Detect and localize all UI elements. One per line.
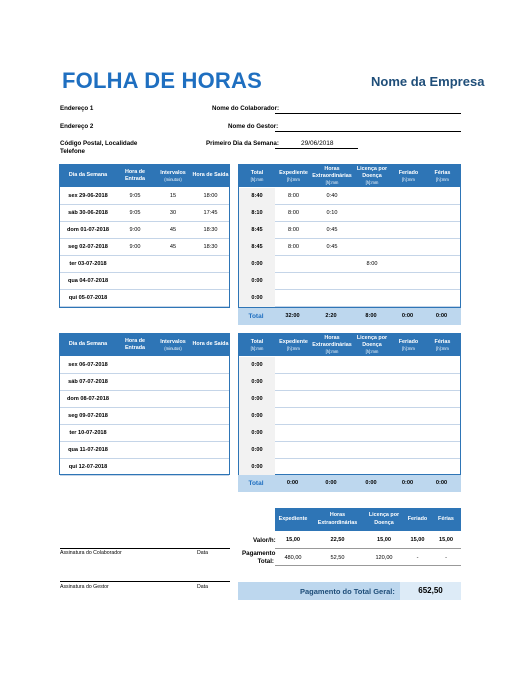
address-1[interactable]: Endereço 1 xyxy=(60,105,94,112)
first-day-label: Primeiro Dia da Semana: xyxy=(206,140,279,147)
totals-value: 0:00 xyxy=(325,480,337,486)
totals-value: 8:00 xyxy=(365,313,377,319)
rate-value[interactable]: 22,50 xyxy=(311,532,364,549)
table-row xyxy=(60,205,229,222)
hours-cell[interactable] xyxy=(312,357,352,374)
hours-cell[interactable] xyxy=(352,357,392,374)
entry-cell[interactable]: 15 xyxy=(169,193,177,199)
day-cell: qui 12-07-2018 xyxy=(68,464,108,470)
entry-cell[interactable] xyxy=(192,459,229,476)
hours-cell[interactable] xyxy=(312,391,352,408)
hours-cell[interactable]: 0:45 xyxy=(326,227,338,233)
day-cell: qua 11-07-2018 xyxy=(68,447,108,453)
entry-cell[interactable]: 45 xyxy=(169,244,177,250)
column-label: Hora de Saída xyxy=(192,172,229,179)
hours-cell[interactable] xyxy=(425,357,460,374)
table-row xyxy=(239,256,460,273)
column-label: Dia da Semana xyxy=(68,172,108,179)
hours-cell[interactable] xyxy=(425,442,460,459)
totals-value: 0:00 xyxy=(286,480,299,486)
employee-signature-line[interactable] xyxy=(60,548,230,549)
totals-value: 0:00 xyxy=(435,480,448,486)
totals-label: Total xyxy=(248,313,264,320)
employee-date-label: Data xyxy=(197,550,208,556)
entry-cell[interactable] xyxy=(192,273,229,290)
day-cell: dom 01-07-2018 xyxy=(67,227,109,233)
hours-cell[interactable]: 0:45 xyxy=(326,244,338,250)
day-cell: qui 05-07-2018 xyxy=(68,295,108,301)
column-unit: [h]:mm xyxy=(436,176,449,182)
column-label: Total xyxy=(250,338,264,345)
hours-cell[interactable] xyxy=(312,256,352,273)
table-header xyxy=(60,165,229,187)
rate-value[interactable]: 15,00 xyxy=(275,532,311,549)
entry-cell[interactable] xyxy=(154,459,192,476)
column-label: Hora de Entrada xyxy=(124,337,146,351)
column-label: Feriado xyxy=(398,169,419,176)
table-row xyxy=(239,357,460,374)
hours-cell[interactable] xyxy=(275,459,312,476)
column-header xyxy=(312,165,352,187)
column-label: Expediente xyxy=(279,338,308,345)
entry-cell[interactable] xyxy=(154,425,192,442)
table-row xyxy=(60,239,229,256)
payment-column-header: Feriado xyxy=(407,515,428,522)
hours-cell[interactable] xyxy=(392,222,425,239)
entry-cell[interactable] xyxy=(192,391,229,408)
hours-cell[interactable] xyxy=(312,459,352,476)
hours-cell[interactable] xyxy=(352,239,392,256)
day-cell: seg 09-07-2018 xyxy=(68,413,108,419)
hours-cell[interactable]: 8:00 xyxy=(288,244,299,250)
hours-cell[interactable]: 8:00 xyxy=(366,261,378,267)
day-cell: sáb 07-07-2018 xyxy=(68,379,108,385)
hours-cell[interactable] xyxy=(275,256,312,273)
first-day-value[interactable]: 29/06/2018 xyxy=(301,140,334,147)
column-label: Horas Extraordinárias xyxy=(312,165,352,180)
hours-cell[interactable] xyxy=(352,391,392,408)
hours-cell[interactable] xyxy=(425,256,460,273)
day-cell: qua 04-07-2018 xyxy=(67,278,109,284)
column-header xyxy=(239,165,275,187)
totals-value: 2:20 xyxy=(325,313,337,319)
entry-cell[interactable]: 9:00 xyxy=(129,227,141,233)
entry-cell[interactable] xyxy=(116,290,154,307)
entry-cell[interactable] xyxy=(116,256,154,273)
hours-cell[interactable] xyxy=(312,442,352,459)
column-header xyxy=(192,334,229,356)
entry-cell[interactable]: 18:00 xyxy=(203,193,218,199)
column-header xyxy=(154,334,192,356)
entry-cell[interactable]: 30 xyxy=(169,210,177,216)
hours-cell[interactable] xyxy=(352,408,392,425)
hours-cell[interactable] xyxy=(275,374,312,391)
day-cell: dom 08-07-2018 xyxy=(67,396,109,402)
totals-value: 32:00 xyxy=(285,313,300,319)
pay-value: - xyxy=(404,550,431,566)
column-unit: [h]:mm xyxy=(287,176,300,182)
hours-cell[interactable] xyxy=(425,391,460,408)
column-unit: [h]:mm xyxy=(325,349,339,355)
table-row xyxy=(60,188,229,205)
entry-cell[interactable] xyxy=(116,357,154,374)
table-row xyxy=(60,459,229,476)
hours-cell[interactable] xyxy=(392,459,425,476)
column-unit: [h]:mm xyxy=(287,345,300,351)
hours-cell[interactable] xyxy=(392,442,425,459)
entry-cell[interactable] xyxy=(116,273,154,290)
hours-cell[interactable] xyxy=(275,273,312,290)
column-header xyxy=(275,334,312,356)
totals-value: 0:00 xyxy=(365,480,377,486)
table-row xyxy=(60,256,229,273)
hours-cell[interactable] xyxy=(392,256,425,273)
entry-cell[interactable] xyxy=(154,273,192,290)
table-row xyxy=(60,290,229,307)
column-label: Hora de Saída xyxy=(192,341,229,348)
entry-cell[interactable] xyxy=(192,357,229,374)
column-label: Horas Extraordinárias xyxy=(312,334,352,349)
week2-hours-table xyxy=(238,333,461,475)
table-row xyxy=(239,222,460,239)
table-header xyxy=(60,334,229,356)
table-row xyxy=(239,442,460,459)
first-day-field[interactable] xyxy=(275,148,358,149)
table-row xyxy=(239,408,460,425)
hours-cell[interactable] xyxy=(425,188,460,205)
day-cell: sáb 30-06-2018 xyxy=(68,210,108,216)
column-header xyxy=(352,334,392,356)
entry-cell[interactable]: 18:30 xyxy=(203,244,218,250)
hours-cell[interactable]: 8:00 xyxy=(288,227,299,233)
week1-hours-table xyxy=(238,164,461,308)
company-name[interactable]: Nome da Empresa xyxy=(371,74,485,89)
entry-cell[interactable]: 18:30 xyxy=(203,227,218,233)
day-cell: ter 10-07-2018 xyxy=(69,430,107,436)
table-row xyxy=(60,357,229,374)
hours-cell[interactable] xyxy=(352,188,392,205)
manager-name-field[interactable] xyxy=(275,131,461,132)
week2-totals-row xyxy=(238,475,461,492)
hours-cell[interactable] xyxy=(392,188,425,205)
pay-value: 480,00 xyxy=(275,550,311,566)
hours-cell[interactable] xyxy=(312,273,352,290)
hours-cell[interactable] xyxy=(425,425,460,442)
week1-totals-row xyxy=(238,308,461,325)
day-cell: ter 03-07-2018 xyxy=(69,261,107,267)
entry-cell[interactable] xyxy=(116,442,154,459)
column-header xyxy=(239,334,275,356)
column-label: Hora de Entrada xyxy=(124,168,146,182)
table-row xyxy=(239,391,460,408)
total-cell: 8:40 xyxy=(239,188,275,205)
entry-cell[interactable] xyxy=(154,256,192,273)
hours-cell[interactable] xyxy=(312,408,352,425)
table-row xyxy=(60,391,229,408)
hours-cell[interactable] xyxy=(312,374,352,391)
hours-cell[interactable] xyxy=(352,273,392,290)
week2-entry-table xyxy=(59,333,230,475)
column-label: Férias xyxy=(434,338,451,345)
hours-cell[interactable] xyxy=(275,290,312,307)
address-2[interactable]: Endereço 2 xyxy=(60,123,94,130)
column-label: Intervalos xyxy=(160,338,186,345)
hours-cell[interactable] xyxy=(392,239,425,256)
hours-cell[interactable] xyxy=(275,391,312,408)
hours-cell[interactable] xyxy=(352,374,392,391)
table-row xyxy=(239,188,460,205)
column-header xyxy=(425,334,460,356)
total-cell: 0:00 xyxy=(239,391,275,408)
total-cell: 0:00 xyxy=(239,408,275,425)
entry-cell[interactable] xyxy=(116,374,154,391)
entry-cell[interactable] xyxy=(154,357,192,374)
entry-cell[interactable] xyxy=(154,408,192,425)
table-row xyxy=(60,408,229,425)
hours-cell[interactable] xyxy=(392,374,425,391)
entry-cell[interactable]: 9:00 xyxy=(129,244,141,250)
entry-cell[interactable]: 45 xyxy=(169,227,177,233)
entry-cell[interactable] xyxy=(154,374,192,391)
table-row xyxy=(60,442,229,459)
rate-value[interactable]: 15,00 xyxy=(404,532,431,549)
column-unit: (minutos) xyxy=(164,345,182,351)
entry-cell[interactable] xyxy=(192,425,229,442)
column-header xyxy=(116,334,154,356)
hours-cell[interactable] xyxy=(392,290,425,307)
column-unit: [h]:mm xyxy=(402,345,415,351)
entry-cell[interactable] xyxy=(154,290,192,307)
column-header xyxy=(392,165,425,187)
phone[interactable]: Telefone xyxy=(60,148,85,155)
table-row xyxy=(60,222,229,239)
hours-cell[interactable] xyxy=(425,408,460,425)
table-row xyxy=(239,374,460,391)
entry-cell[interactable]: 9:05 xyxy=(129,210,141,216)
rate-label: Valor/h: xyxy=(253,537,276,544)
totals-value: 0:00 xyxy=(401,480,414,486)
total-cell: 8:10 xyxy=(239,205,275,222)
rate-value[interactable]: 15,00 xyxy=(431,532,461,549)
page-title: FOLHA DE HORAS xyxy=(62,68,262,93)
hours-cell[interactable] xyxy=(352,222,392,239)
hours-cell[interactable] xyxy=(392,205,425,222)
hours-cell[interactable] xyxy=(275,425,312,442)
total-cell: 0:00 xyxy=(239,273,275,290)
hours-cell[interactable] xyxy=(425,239,460,256)
entry-cell[interactable] xyxy=(116,425,154,442)
column-header xyxy=(275,165,312,187)
grand-total-label: Pagamento do Total Geral: xyxy=(300,587,395,596)
hours-cell[interactable] xyxy=(425,205,460,222)
hours-cell[interactable] xyxy=(312,290,352,307)
column-header xyxy=(425,165,460,187)
grand-total-value: 652,50 xyxy=(418,586,443,595)
entry-cell[interactable] xyxy=(192,290,229,307)
column-header xyxy=(154,165,192,187)
hours-cell[interactable] xyxy=(275,442,312,459)
postal-code[interactable]: Código Postal, Localidade xyxy=(60,140,138,147)
pay-value: 120,00 xyxy=(364,550,404,566)
entry-cell[interactable] xyxy=(154,391,192,408)
hours-cell[interactable] xyxy=(392,357,425,374)
totals-value: 0:00 xyxy=(401,313,414,319)
day-cell: sex 06-07-2018 xyxy=(68,362,108,368)
manager-signature-label: Assinatura do Gestor xyxy=(60,584,109,590)
entry-cell[interactable] xyxy=(116,391,154,408)
payment-column-header: Licença por Doença xyxy=(368,512,400,526)
hours-cell[interactable] xyxy=(425,374,460,391)
day-cell: sex 29-06-2018 xyxy=(68,193,108,199)
entry-cell[interactable]: 9:05 xyxy=(129,193,141,199)
hours-cell[interactable] xyxy=(352,442,392,459)
hours-cell[interactable] xyxy=(352,459,392,476)
hours-cell[interactable]: 0:10 xyxy=(326,210,338,216)
table-row xyxy=(239,205,460,222)
pay-value: 52,50 xyxy=(311,550,364,566)
manager-date-label: Data xyxy=(197,584,208,590)
column-header xyxy=(192,165,229,187)
column-label: Expediente xyxy=(279,169,308,176)
table-row xyxy=(239,425,460,442)
total-cell: 0:00 xyxy=(239,459,275,476)
week1-entry-table xyxy=(59,164,230,308)
total-cell: 0:00 xyxy=(239,357,275,374)
table-row xyxy=(60,425,229,442)
table-row xyxy=(239,290,460,307)
column-unit: [h]:mm xyxy=(436,345,449,351)
hours-cell[interactable]: 8:00 xyxy=(288,193,299,199)
payment-column-header: Férias xyxy=(438,515,454,522)
manager-signature-line[interactable] xyxy=(60,581,230,582)
column-header xyxy=(116,165,154,187)
day-cell: seg 02-07-2018 xyxy=(68,244,108,250)
hours-cell[interactable] xyxy=(425,459,460,476)
hours-cell[interactable] xyxy=(425,222,460,239)
entry-cell[interactable] xyxy=(116,459,154,476)
hours-cell[interactable] xyxy=(392,391,425,408)
total-cell: 8:45 xyxy=(239,222,275,239)
hours-cell[interactable] xyxy=(352,425,392,442)
entry-cell[interactable] xyxy=(192,374,229,391)
column-label: Feriado xyxy=(398,338,419,345)
column-header xyxy=(312,334,352,356)
hours-cell[interactable] xyxy=(392,425,425,442)
entry-cell[interactable] xyxy=(116,408,154,425)
hours-cell[interactable] xyxy=(392,273,425,290)
totals-value: 0:00 xyxy=(435,313,448,319)
pay-value: - xyxy=(431,550,461,566)
column-header xyxy=(60,165,116,187)
total-cell: 0:00 xyxy=(239,256,275,273)
payment-header xyxy=(275,508,461,531)
entry-cell[interactable] xyxy=(192,256,229,273)
column-unit: [h]:mm xyxy=(365,349,379,355)
entry-cell[interactable] xyxy=(154,442,192,459)
pay-label: Pagamento Total: xyxy=(242,550,276,566)
entry-cell[interactable] xyxy=(192,408,229,425)
hours-cell[interactable] xyxy=(352,205,392,222)
column-header xyxy=(392,334,425,356)
hours-cell[interactable] xyxy=(275,408,312,425)
hours-cell[interactable] xyxy=(275,357,312,374)
column-unit: [h]:mm xyxy=(402,176,415,182)
column-label: Dia da Semana xyxy=(68,341,108,348)
table-row xyxy=(239,239,460,256)
total-cell: 0:00 xyxy=(239,374,275,391)
table-row xyxy=(60,374,229,391)
hours-cell[interactable] xyxy=(392,408,425,425)
total-cell: 0:00 xyxy=(239,290,275,307)
total-cell: 0:00 xyxy=(239,425,275,442)
column-unit: [h]:mm xyxy=(365,180,379,186)
column-header xyxy=(352,165,392,187)
employee-signature-label: Assinatura do Colaborador xyxy=(60,550,122,556)
payment-column-header: Expediente xyxy=(278,515,308,522)
column-header xyxy=(60,334,116,356)
hours-cell[interactable]: 0:40 xyxy=(326,193,338,199)
hours-cell[interactable] xyxy=(425,290,460,307)
column-unit: (minutos) xyxy=(164,176,182,182)
rate-value[interactable]: 15,00 xyxy=(364,532,404,549)
entry-cell[interactable] xyxy=(192,442,229,459)
totals-label: Total xyxy=(248,480,264,487)
entry-cell[interactable]: 17:45 xyxy=(203,210,218,216)
table-row xyxy=(60,273,229,290)
column-label: Férias xyxy=(434,169,451,176)
table-row xyxy=(239,273,460,290)
employee-name-label: Nome do Colaborador: xyxy=(212,105,280,112)
total-cell: 0:00 xyxy=(239,442,275,459)
hours-cell[interactable]: 8:00 xyxy=(288,210,299,216)
column-label: Intervalos xyxy=(160,169,186,176)
column-unit: [h]:mm xyxy=(325,180,339,186)
employee-name-field[interactable] xyxy=(275,113,461,114)
column-unit: [h]:mm xyxy=(250,345,264,351)
column-label: Licença por Doença xyxy=(356,165,388,180)
payment-column-header: Horas Extraordinárias xyxy=(317,512,358,526)
hours-cell[interactable] xyxy=(425,273,460,290)
hours-cell[interactable] xyxy=(312,425,352,442)
column-label: Licença por Doença xyxy=(356,334,388,349)
column-label: Total xyxy=(250,169,264,176)
table-row xyxy=(239,459,460,476)
hours-cell[interactable] xyxy=(352,290,392,307)
manager-name-label: Nome do Gestor: xyxy=(228,123,279,130)
table-header xyxy=(239,165,460,187)
total-cell: 8:45 xyxy=(239,239,275,256)
table-header xyxy=(239,334,460,356)
column-unit: [h]:mm xyxy=(250,176,264,182)
